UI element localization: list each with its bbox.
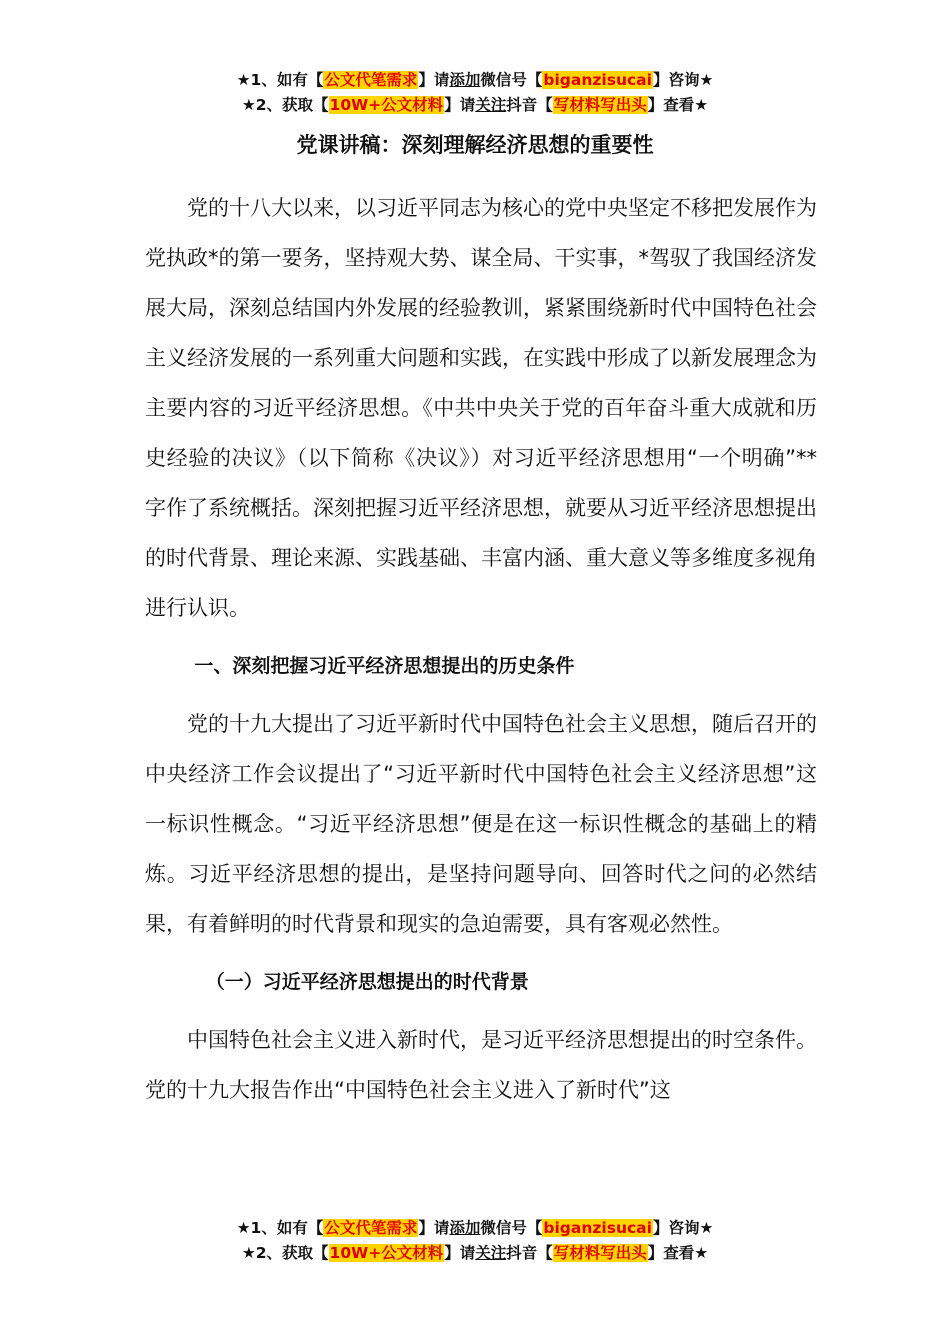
footer-banner: [0, 1216, 950, 1266]
banner-text: ★2、获取【: [241, 1244, 329, 1262]
banner-underlined: 关注: [475, 96, 507, 114]
banner-line-2: [0, 1241, 950, 1266]
banner-line-1: [0, 68, 950, 93]
banner-text: ★1、如有【: [236, 71, 324, 89]
banner-highlight: biganzisucai: [543, 71, 652, 89]
subsection-paragraph: 中国特色社会主义进入新时代，是习近平经济思想提出的时空条件。党的十九大报告作出“中国特色社会主义进入了新时代”这: [145, 1028, 817, 1102]
banner-text: 】查看★: [647, 96, 709, 114]
banner-text: 】请: [444, 96, 476, 114]
document-title: 党课讲稿：深刻理解经济思想的重要性: [296, 133, 654, 157]
banner-highlight: 写材料写出头: [553, 1244, 647, 1262]
document-body: [145, 183, 817, 1115]
banner-underlined: 添加: [449, 71, 481, 89]
banner-highlight: biganzisucai: [543, 1219, 652, 1237]
banner-text: 】请: [418, 71, 450, 89]
banner-line-1: [0, 1216, 950, 1241]
banner-text: 抖音【: [506, 96, 553, 114]
banner-text: 微信号【: [480, 71, 543, 89]
banner-text: 】请: [418, 1219, 450, 1237]
banner-highlight: 10W+公文材料: [329, 96, 444, 114]
intro-paragraph: 党的十八大以来，以习近平同志为核心的党中央坚定不移把发展作为党执政*的第一要务，坚持观大势、谋全局、干实事，*驾驭了我国经济发展大局，深刻总结国内外发展的经验教训，紧紧围绕新时代中国特色社会主义经济发展的一系列重大问题和实践，在实践中形成了以新发展理念为主要内容的习近平经济思想。《中共中央关于党的百年奋斗重大成就和历史经验的决议》（以下简称《决议》）对习近平经济思想用“一个明确”**字作了系统概括。深刻把握习近平经济思想，就要从习近平经济思想提出的时代背景、理论来源、实践基础、丰富内涵、重大意义等多维度多视角进行认识。: [145, 196, 817, 620]
section-paragraph: 党的十九大提出了习近平新时代中国特色社会主义思想，随后召开的中央经济工作会议提出了“习近平新时代中国特色社会主义经济思想”这一标识性概念。“习近平经济思想”便是在这一标识性概念的基础上的精炼。习近平经济思想的提出，是坚持问题导向、回答时代之问的必然结果，有着鲜明的时代背景和现实的急迫需要，具有客观必然性。: [145, 712, 817, 936]
banner-line-2: [0, 93, 950, 118]
banner-highlight: 公文代笔需求: [324, 1219, 418, 1237]
banner-text: ★2、获取【: [241, 96, 329, 114]
section-heading: 一、深刻把握习近平经济思想提出的历史条件: [194, 655, 575, 677]
banner-text: 微信号【: [480, 1219, 543, 1237]
banner-highlight: 公文代笔需求: [324, 71, 418, 89]
banner-underlined: 添加: [449, 1219, 481, 1237]
banner-text: 抖音【: [506, 1244, 553, 1262]
banner-text: 】请: [444, 1244, 476, 1262]
banner-text: 】咨询★: [652, 1219, 714, 1237]
banner-highlight: 写材料写出头: [553, 96, 647, 114]
banner-text: ★1、如有【: [236, 1219, 324, 1237]
banner-highlight: 10W+公文材料: [329, 1244, 444, 1262]
banner-underlined: 关注: [475, 1244, 507, 1262]
banner-text: 】咨询★: [652, 71, 714, 89]
subsection-heading: （一）习近平经济思想提出的时代背景: [205, 971, 529, 993]
banner-text: 】查看★: [647, 1244, 709, 1262]
header-banner: [0, 68, 950, 118]
